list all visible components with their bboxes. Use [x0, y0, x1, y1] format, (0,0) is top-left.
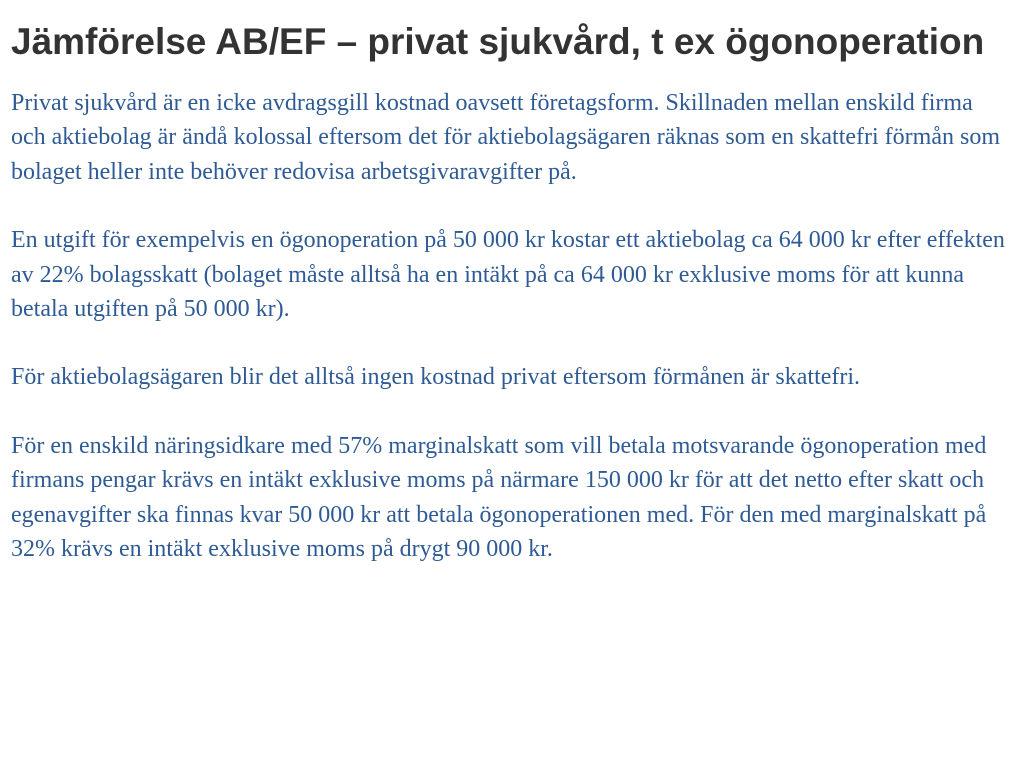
paragraph-company-example: En utgift för exempelvis en ögonoperation på 50 000 kr kostar ett aktiebolag ca 64 000 kr efter effekten av 22% bolagsskatt (bolaget måste alltså ha en intäkt på ca 64 000 kr exklusive moms för att kunna betala utgiften på 50 000 kr).	[11, 227, 1005, 323]
paragraph-private-healthcare: Privat sjukvård är en icke avdragsgill kostnad oavsett företagsform. Skillnaden mellan enskild firma och aktiebolag är ändå kolossal eftersom det för aktiebolagsägaren räknas som en skattefri förmån som bolaget heller inte behöver redovisa arbetsgivaravgifter på.	[11, 90, 1000, 185]
paragraph-owner-benefit: För aktiebolagsägaren blir det alltså ingen kostnad privat eftersom förmånen är skattefri.	[11, 364, 861, 391]
slide-body	[11, 86, 1010, 566]
slide-title: Jämförelse AB/EF – privat sjukvård, t ex ögonoperation	[11, 21, 985, 62]
paragraph-sole-trader: För en enskild näringsidkare med 57% marginalskatt som vill betala motsvarande ögonoperation med firmans pengar krävs en intäkt exklusive moms på närmare 150 000 kr för att det netto efter skatt och egenavgifter ska finnas kvar 50 000 kr att betala ögonoperationen med. För den med marginalskatt på 32% krävs en intäkt exklusive moms på drygt 90 000 kr.	[11, 432, 987, 563]
